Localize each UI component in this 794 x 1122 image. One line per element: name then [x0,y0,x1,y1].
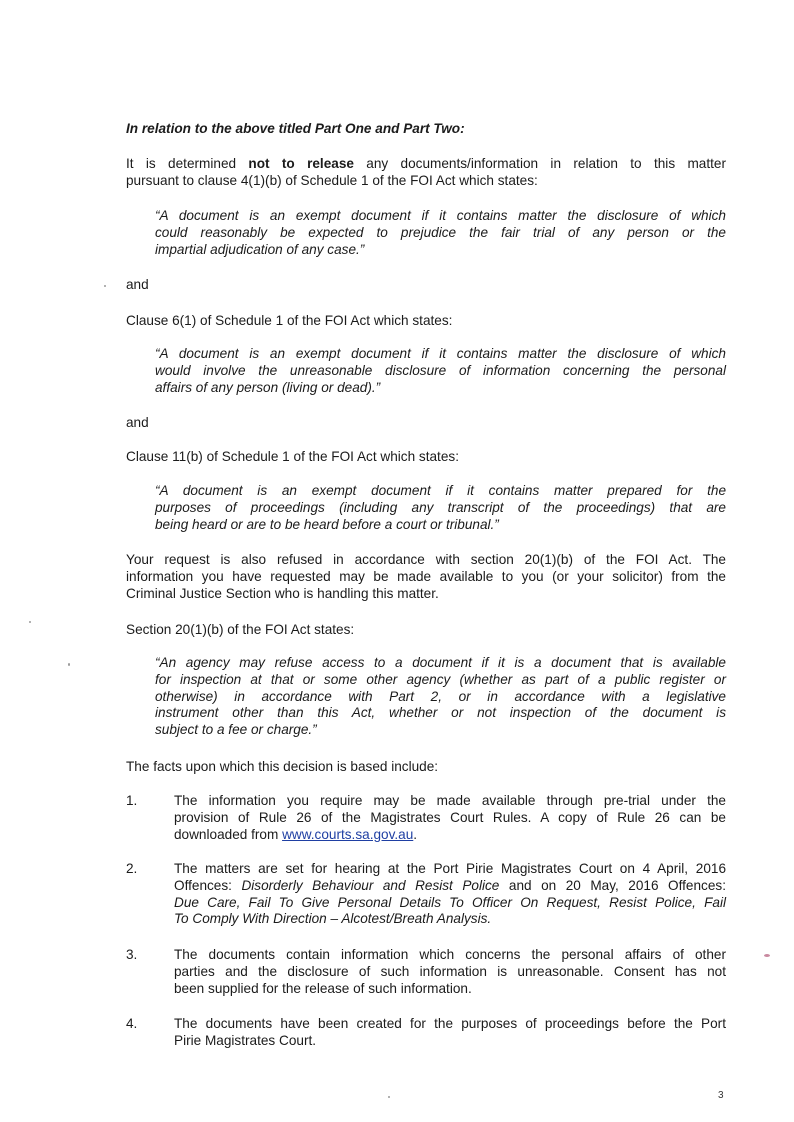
fact-line: To Comply With Direction – Alcotest/Breath Analysis. [174,911,492,927]
scan-speck [764,954,770,957]
quote-clause-4 [155,208,726,258]
fact-item-1 [174,793,726,843]
and-connector: and [126,277,149,292]
fact-line: been supplied for the release of such information. [174,980,472,996]
quote-line: being heard or are to be heard before a court or tribunal.” [155,516,499,532]
offence-text: Disorderly Behaviour and Resist Police [241,877,500,893]
fact-number: 4. [126,1016,138,1031]
quote-line: could reasonably be expected to prejudice the fair trial of any person or the [155,224,726,240]
intro-line-2: pursuant to clause 4(1)(b) of Schedule 1 of the FOI Act which states: [126,172,538,188]
fact-item-3 [174,947,726,997]
fact-line: The documents have been created for the purposes of proceedings before the Port [174,1016,726,1031]
quote-line: instrument other than this Act, whether or not inspection of the document is [155,705,726,721]
intro-paragraph [126,156,726,190]
section-20-intro: Section 20(1)(b) of the FOI Act states: [126,622,355,637]
quote-line: “A document is an exempt document if it contains matter prepared for the [155,483,726,498]
scan-speck [68,663,70,666]
and-connector: and [126,415,149,430]
quote-clause-6 [155,346,726,396]
fact-text: and on 20 May, 2016 Offences: [499,877,726,893]
quote-line: affairs of any person (living or dead).” [155,379,381,395]
quote-line: purposes of proceedings (including any transcript of the proceedings) that are [155,499,726,515]
quote-line: impartial adjudication of any case.” [155,241,365,257]
clause-11-intro: Clause 11(b) of Schedule 1 of the FOI Act which states: [126,449,459,464]
fact-text: downloaded from [174,826,283,842]
quote-line: otherwise) in accordance with Part 2, or in accordance with a legislative [155,688,726,704]
quote-line: would involve the unreasonable disclosure of information concerning the personal [155,362,726,378]
fact-line: parties and the disclosure of such information is unreasonable. Consent has not [174,963,726,979]
fact-number: 1. [126,793,138,808]
scan-speck [104,285,106,287]
fact-item-2 [174,861,726,928]
not-to-release-text: not to release [248,156,354,171]
section-heading: In relation to the above titled Part One and Part Two: [126,121,465,136]
paragraph-line: Your request is also refused in accordance with section 20(1)(b) of the FOI Act. The [126,552,726,567]
quote-line: “An agency may refuse access to a document if it is a document that is available [155,655,726,670]
fact-number: 2. [126,861,138,876]
quote-line: for inspection at that or some other agency (whether as part of a public register or [155,671,726,687]
fact-number: 3. [126,947,138,962]
fact-line: The information you require may be made available through pre-trial under the [174,793,726,808]
fact-text: . [413,826,418,842]
intro-text-before: It is determined [126,156,249,171]
page-number: 3 [718,1090,724,1101]
fact-line [174,827,726,844]
quote-line: “A document is an exempt document if it contains matter the disclosure of which [155,346,726,361]
courts-website-link[interactable]: www.courts.sa.gov.au [282,826,414,842]
facts-intro: The facts upon which this decision is based include: [126,759,439,774]
refusal-paragraph [126,552,726,602]
scan-speck [29,621,31,623]
intro-line-1 [126,156,726,173]
clause-6-intro: Clause 6(1) of Schedule 1 of the FOI Act which states: [126,313,453,328]
fact-line [174,878,726,895]
fact-line: Pirie Magistrates Court. [174,1032,317,1048]
quote-line: “A document is an exempt document if it contains matter the disclosure of which [155,208,726,223]
fact-line: The documents contain information which concerns the personal affairs of other [174,947,726,962]
quote-line: subject to a fee or charge.” [155,722,317,738]
fact-line: The matters are set for hearing at the Port Pirie Magistrates Court on 4 April, 2016 [174,861,726,876]
quote-section-20 [155,655,726,739]
fact-text: Offences: [174,877,242,893]
paragraph-line: Criminal Justice Section who is handling this matter. [126,585,439,601]
fact-item-4 [174,1016,726,1050]
quote-clause-11 [155,483,726,533]
intro-text-after: any documents/information in relation to this matter [353,156,726,171]
fact-line: Due Care, Fail To Give Personal Details To Officer On Request, Resist Police, Fail [174,894,726,910]
scan-speck [388,1096,390,1098]
fact-line: provision of Rule 26 of the Magistrates Court Rules. A copy of Rule 26 can be [174,809,726,825]
paragraph-line: information you have requested may be made available to you (or your solicitor) from the [126,568,726,584]
